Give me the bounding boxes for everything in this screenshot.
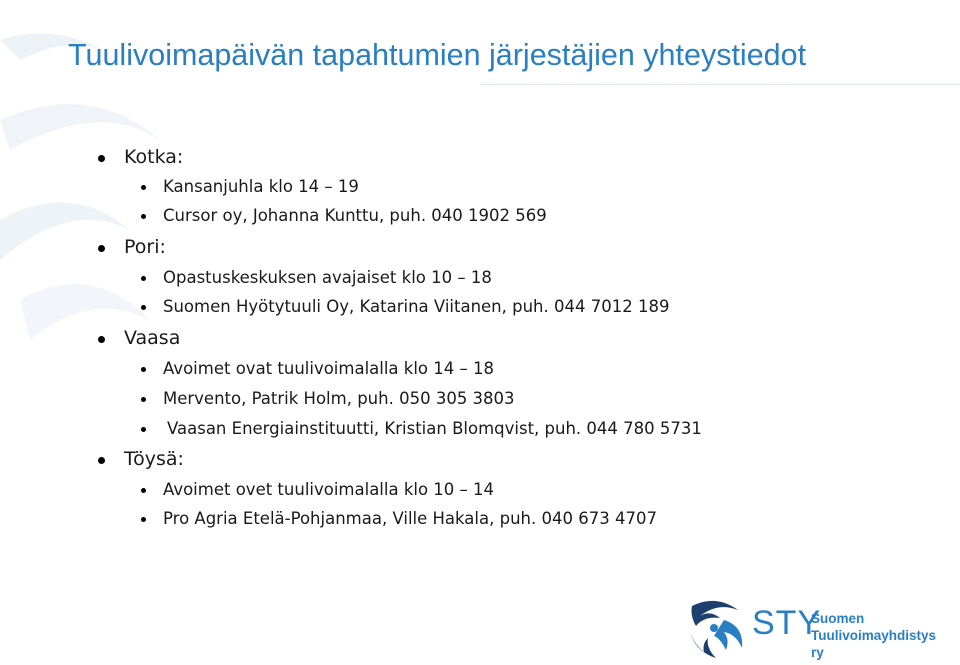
list-item: Pro Agria Etelä-Pohjanmaa, Ville Hakala, puh. 040 673 4707 xyxy=(163,509,657,528)
bullet-icon xyxy=(141,185,146,190)
list-item: Kansanjuhla klo 14 – 19 xyxy=(163,177,359,196)
bullet-icon xyxy=(141,305,146,310)
slide-title: Tuulivoimapäivän tapahtumien järjestäjien yhteystiedot xyxy=(68,38,807,72)
bullet-icon xyxy=(141,397,146,402)
bullet-icon xyxy=(98,245,105,252)
bullet-icon xyxy=(141,427,146,432)
sty-logo xyxy=(686,596,946,660)
section-heading-vaasa: Vaasa xyxy=(124,327,180,349)
list-item: Cursor oy, Johanna Kunttu, puh. 040 1902 569 xyxy=(163,206,547,225)
list-item: Suomen Hyötytuuli Oy, Katarina Viitanen, puh. 044 7012 189 xyxy=(163,297,669,316)
section-heading-kotka: Kotka: xyxy=(124,146,183,168)
wind-swirl-icon xyxy=(686,596,748,660)
bullet-icon xyxy=(141,517,146,522)
logo-organization-name: Suomen Tuulivoimayhdistys ry xyxy=(811,611,937,660)
bullet-icon xyxy=(141,488,146,493)
bullet-icon xyxy=(141,276,146,281)
section-heading-toysa: Töysä: xyxy=(124,448,184,470)
logo-abbreviation: STY xyxy=(752,604,822,642)
list-item: Vaasan Energiainstituutti, Kristian Blomqvist, puh. 044 780 5731 xyxy=(167,419,702,438)
list-item: Mervento, Patrik Holm, puh. 050 305 3803 xyxy=(163,389,515,408)
list-item: Opastuskeskuksen avajaiset klo 10 – 18 xyxy=(163,268,492,287)
bullet-icon xyxy=(141,214,146,219)
section-heading-pori: Pori: xyxy=(124,236,166,258)
bullet-icon xyxy=(98,155,105,162)
list-item: Avoimet ovet tuulivoimalalla klo 10 – 14 xyxy=(163,480,494,499)
bullet-icon xyxy=(98,457,105,464)
list-item: Avoimet ovat tuulivoimalalla klo 14 – 18 xyxy=(163,359,494,378)
bullet-icon xyxy=(141,367,146,372)
bullet-icon xyxy=(98,336,105,343)
